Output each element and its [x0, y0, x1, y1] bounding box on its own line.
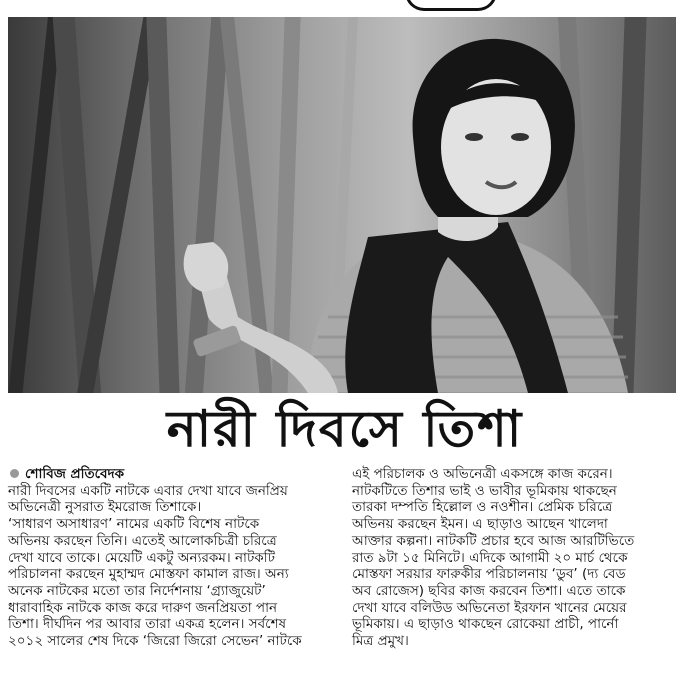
- body-line: আক্তার কল্পনা। নাটকটি প্রচার হবে আজ আরটিভিতে: [352, 532, 635, 549]
- article-column-right: [352, 466, 682, 650]
- byline-text: শোবিজ প্রতিবেদক: [25, 466, 125, 482]
- bullet-icon: [10, 469, 19, 478]
- previous-article-rule: [0, 0, 690, 14]
- body-line: ধারাবাহিক নাটকে কাজ করে দারুণ জনপ্রিয়তা পান: [8, 599, 278, 616]
- body-line: ‘সাধারণ অসাধারণ’ নামের একটি বিশেষ নাটকে: [8, 516, 260, 533]
- body-line: অভিনয় করছেন তিনি। এতেই আলোকচিত্রী চরিত্রে: [8, 532, 277, 549]
- byline: [8, 466, 343, 483]
- body-line: মিত্র প্রমুখ।: [352, 633, 409, 650]
- body-line: দেখা যাবে বলিউড অভিনেতা ইরফান খানের মেয়ের: [352, 599, 627, 616]
- body-line: পরিচালনা করছেন মুহাম্মদ মোস্তফা কামাল রাজ। অন্য: [8, 566, 289, 583]
- body-line: ভূমিকায়। এ ছাড়াও থাকছেন রোকেয়া প্রাচী, পার্নো: [352, 616, 619, 633]
- body-line: নারী দিবসের একটি নাটকে এবার দেখা যাবে জনপ্রিয়: [8, 482, 288, 499]
- body-line: অভিনয় করছেন ইমন। এ ছাড়াও আছেন খালেদা: [352, 516, 608, 533]
- body-line: নাটকটিতে তিশার ভাই ও ভাবীর ভূমিকায় থাকছেন: [352, 482, 617, 499]
- body-line: তিশা। দীর্ঘদিন পর আবার তারা একত্র হলেন। সর্বশেষ: [8, 616, 287, 633]
- body-line: অব রোজেস) ছবির কাজ করবেন তিশা। এতে তাকে: [352, 582, 626, 599]
- body-line: রাত ৯টা ১৫ মিনিটে। এদিকে আগামী ২০ মার্চ থেকে: [352, 549, 628, 566]
- body-line: তারকা দম্পতি হিল্লোল ও নওশীন। প্রেমিক চরিত্রে: [352, 499, 613, 516]
- article-column-left: [8, 466, 343, 650]
- body-line: মোস্তফা সরয়ার ফারুকীর পরিচালনায় ‘ডুব’ (দ্য বেড: [352, 566, 626, 583]
- headline: নারী দিবসে তিশা: [166, 399, 524, 458]
- portrait-photo: [8, 17, 676, 393]
- body-line: এই পরিচালক ও অভিনেত্রী একসঙ্গে কাজ করেন।: [352, 466, 613, 482]
- body-line: অভিনেত্রী নুসরাত ইমরোজ তিশাকে।: [8, 499, 202, 516]
- body-line: অনেক নাটকের মতো তার নির্দেশনায় ‘গ্র্যাজুয়েট’: [8, 582, 266, 599]
- woman-portrait-figure: [8, 17, 676, 393]
- body-line: ২০১২ সালের শেষ দিকে ‘জিরো জিরো সেভেন’ নাটকে: [8, 633, 302, 650]
- body-line: দেখা যাবে তাকে। মেয়েটি একটু অন্যরকম। নাটকটি: [8, 549, 275, 566]
